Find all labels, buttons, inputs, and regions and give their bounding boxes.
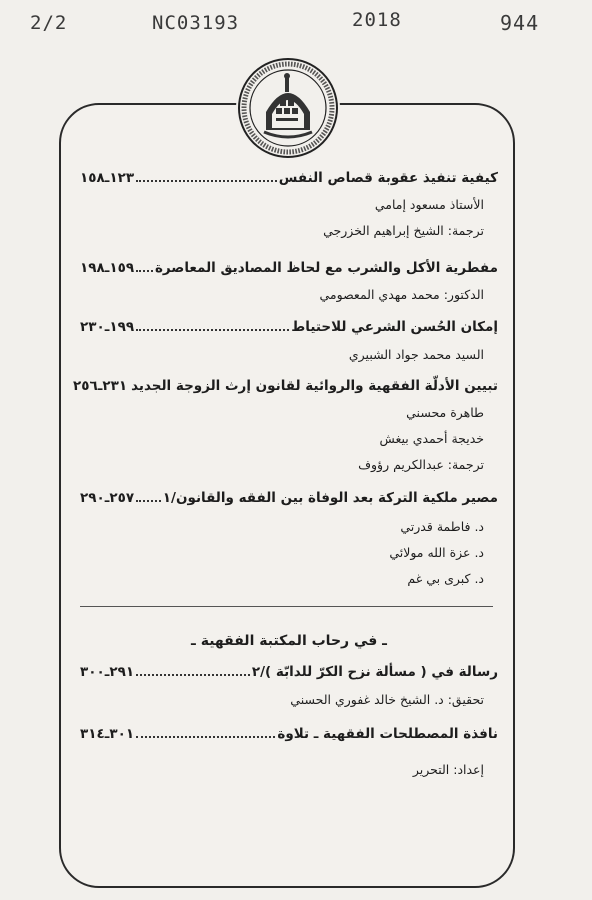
leader-dots [136,728,275,738]
toc-entry-author: د. عزة الله مولائي [389,545,484,560]
leader-dots [136,262,153,272]
toc-entry-title: كيفية تنفيذ عقوبة قصاص النفس [278,170,498,186]
toc-entry[interactable] [80,726,498,777]
toc-entry-title: تبيين الأدلّة الفقهية والروائية لقانون إرث الزوجة الجديد [131,378,498,394]
toc-entry-title: رسالة في ( مسألة نزح الكرّ للدابّة )/٢ [251,664,498,680]
toc-entry-pages: ٢٣١ـ٢٥٦ [73,378,128,394]
toc-entry-pages: ١٩٩ـ٢٣٠ [80,319,135,335]
toc-entry[interactable] [80,490,498,586]
toc-entry[interactable] [80,260,498,302]
toc-entry[interactable] [80,319,498,362]
toc-entry-line [80,664,498,680]
toc-entry-line [80,260,498,276]
toc-entry-pages: ١٢٣ـ١٥٨ [80,170,135,186]
toc-entry-title: إمكان الحُسن الشرعي للاحتياط [291,319,498,335]
toc-entry[interactable] [80,170,498,238]
toc-entry-prepared-by: إعداد: التحرير [412,762,484,777]
handwritten-catalog-code: NC03193 [152,12,240,34]
toc-entry-line [80,319,498,335]
toc-entry-pages: ٢٥٧ـ٢٩٠ [80,490,135,506]
toc-entry[interactable] [73,378,498,472]
toc-entry-title: مفطرية الأكل والشرب مع لحاظ المصاديق المعاصرة [154,260,498,276]
toc-entry-title: نافذة المصطلحات الفقهية ـ تلاوة [277,726,498,742]
section-divider [80,606,493,607]
toc-entry-pages: ٣٠١ـ٣١٤ [80,726,135,742]
toc-entry-pages: ١٥٩ـ١٩٨ [80,260,135,276]
leader-dots [136,666,250,676]
toc-entry-author: د. فاطمة قدرتي [400,519,484,534]
leader-dots [136,492,161,502]
toc-entry-editor: تحقيق: د. الشيخ خالد غفوري الحسني [290,692,484,707]
handwritten-note-left: 2/2 [30,12,68,34]
seal-emblem-icon [236,56,340,160]
toc-entry-line [80,490,498,506]
toc-entry-author: السيد محمد جواد الشبيري [348,347,484,362]
journal-seal-logo [236,56,340,160]
leader-dots [136,321,289,331]
toc-entry-translator: ترجمة: الشيخ إبراهيم الخزرجي [323,223,484,238]
toc-entry-line [80,170,498,186]
toc-entry-author: الأستاذ مسعود إمامي [374,197,484,212]
toc-entry[interactable] [80,664,498,707]
toc-entry-title: مصير ملكية التركة بعد الوفاة بين الفقه والقانون/١ [162,490,498,506]
toc-entry-author: خديجة أحمدي بيغش [379,431,484,446]
leader-dots [136,172,277,182]
toc-entry-line [80,726,498,742]
handwritten-year: 2018 [352,9,402,31]
handwritten-note-right: 944 [500,11,540,35]
toc-entry-author: طاهرة محسني [406,405,484,420]
toc-entry-author: الدكتور: محمد مهدي المعصومي [319,287,484,302]
toc-entry-author: د. كبرى بي غم [407,571,484,586]
toc-entry-translator: ترجمة: عبدالكريم رؤوف [358,457,484,472]
toc-entry-pages: ٢٩١ـ٣٠٠ [80,664,135,680]
toc-entry-line [73,378,498,394]
section-heading: ـ في رحاب المكتبة الفقهية ـ [191,633,387,649]
